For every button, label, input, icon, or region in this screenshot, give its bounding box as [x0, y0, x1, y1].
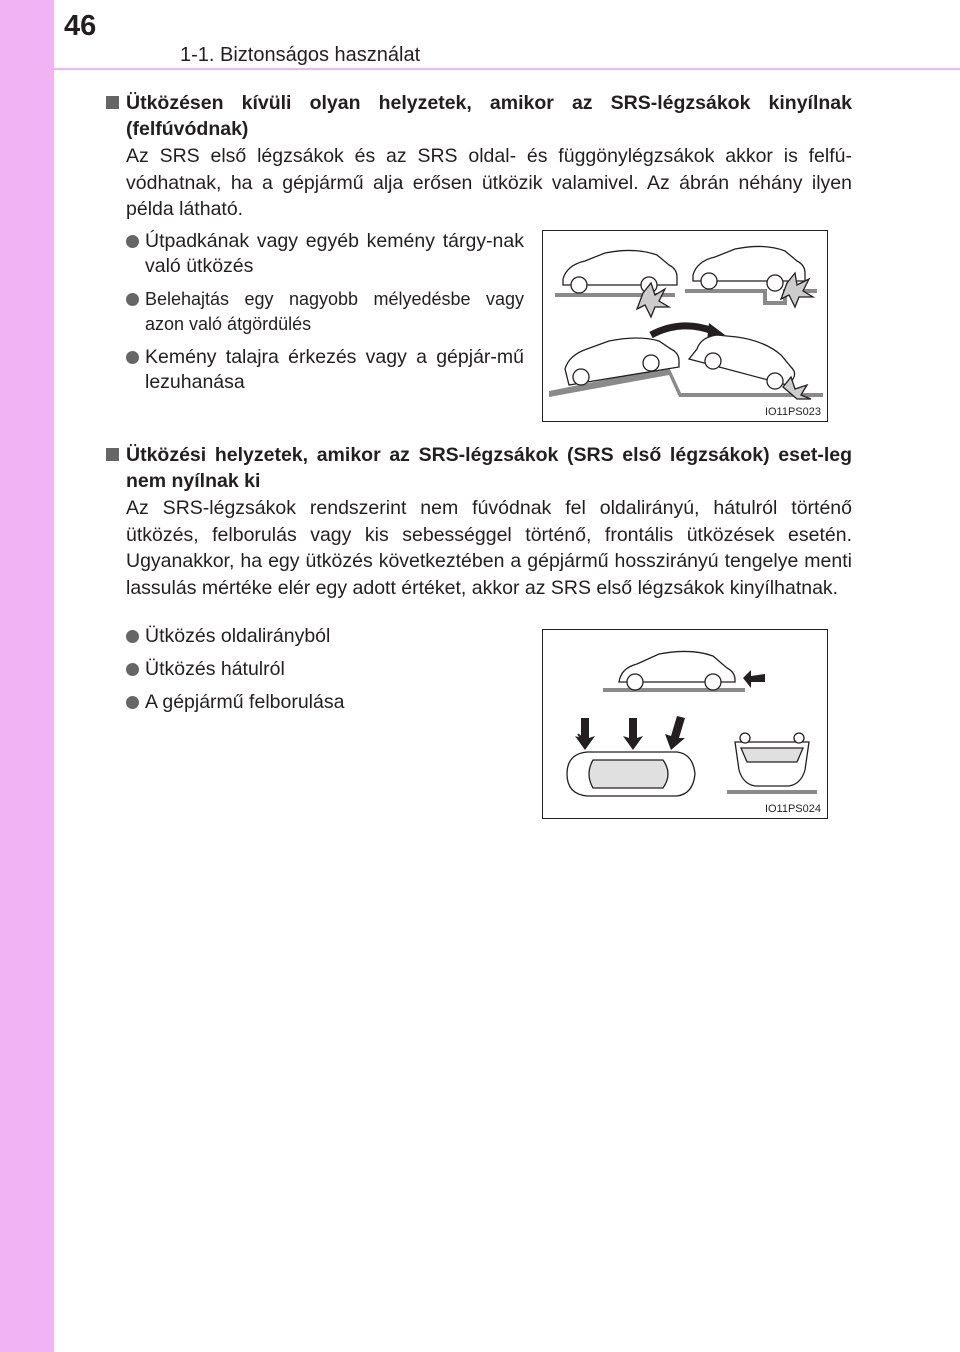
- figure-code: IO11PS024: [764, 803, 821, 815]
- header-rule: [54, 68, 960, 70]
- section2-bullet-list: [126, 624, 524, 723]
- section1-paragraph: Az SRS első légzsákok és az SRS oldal- és függönylégzsákok akkor is felfú-vódhatnak, ha a gépjármű alja erősen ütközik valamivel. Az ábrán néhány ilyen példa látható.: [126, 145, 852, 220]
- list-item: Útpadkának vagy egyéb kemény tárgy-nak való ütközés: [126, 229, 524, 279]
- circle-bullet-icon: [126, 351, 139, 364]
- figure-code: IO11PS023: [764, 406, 821, 418]
- circle-bullet-icon: [126, 293, 139, 306]
- square-bullet-icon: [106, 448, 119, 461]
- car-side-impact: [567, 716, 695, 796]
- section1-bullet-list: [126, 229, 524, 403]
- list-item: Ütközés hátulról: [126, 657, 524, 682]
- car-rear-impact: [603, 651, 765, 692]
- list-item: Ütközés oldalirányból: [126, 624, 524, 649]
- circle-bullet-icon: [126, 235, 139, 248]
- figure-non-deploy-collisions: [542, 629, 828, 819]
- side-tab: [0, 0, 54, 1352]
- chapter-title: 1-1. Biztonságos használat: [180, 44, 421, 66]
- list-item: Belehajtás egy nagyobb mélyedésbe vagy azon való átgördülés: [126, 287, 524, 337]
- circle-bullet-icon: [126, 630, 139, 643]
- list-item: Kemény talajra érkezés vagy a gépjár-mű lezuhanása: [126, 345, 524, 395]
- heading-text: Ütközési helyzetek, amikor az SRS-légzsákok (SRS első légzsákok) eset-leg nem nyílnak ki: [126, 444, 852, 492]
- section-heading-no-deploy: [106, 442, 852, 494]
- car-rollover: [727, 733, 817, 794]
- non-deploy-illustration: [543, 630, 827, 818]
- page-number: 46: [64, 10, 97, 42]
- square-bullet-icon: [106, 96, 119, 109]
- car-pothole-impact: [685, 246, 817, 307]
- car-drop-landing: [549, 335, 823, 399]
- list-item: A gépjármű felborulása: [126, 690, 524, 715]
- circle-bullet-icon: [126, 696, 139, 709]
- heading-text: Ütközésen kívüli olyan helyzetek, amikor az SRS-légzsákok kinyílnak (felfúvódnak): [126, 92, 852, 140]
- underbody-impact-illustration: [543, 231, 827, 421]
- circle-bullet-icon: [126, 663, 139, 676]
- section-heading-deploy-noncollision: [106, 90, 852, 142]
- car-curb-impact: [555, 250, 677, 317]
- section2-paragraph: Az SRS-légzsákok rendszerint nem fúvódnak fel oldalirányú, hátulról történő ütközés, felborulás vagy kis sebességgel történő, frontális ütközések esetén. Ugyanakkor, ha egy ütközés következtében a gépjármű hosszirányú tengelye menti lassulás mértéke elér egy adott értéket, akkor az SRS első légzsákok kinyílhatnak.: [126, 497, 852, 599]
- figure-underbody-impacts: [542, 230, 828, 422]
